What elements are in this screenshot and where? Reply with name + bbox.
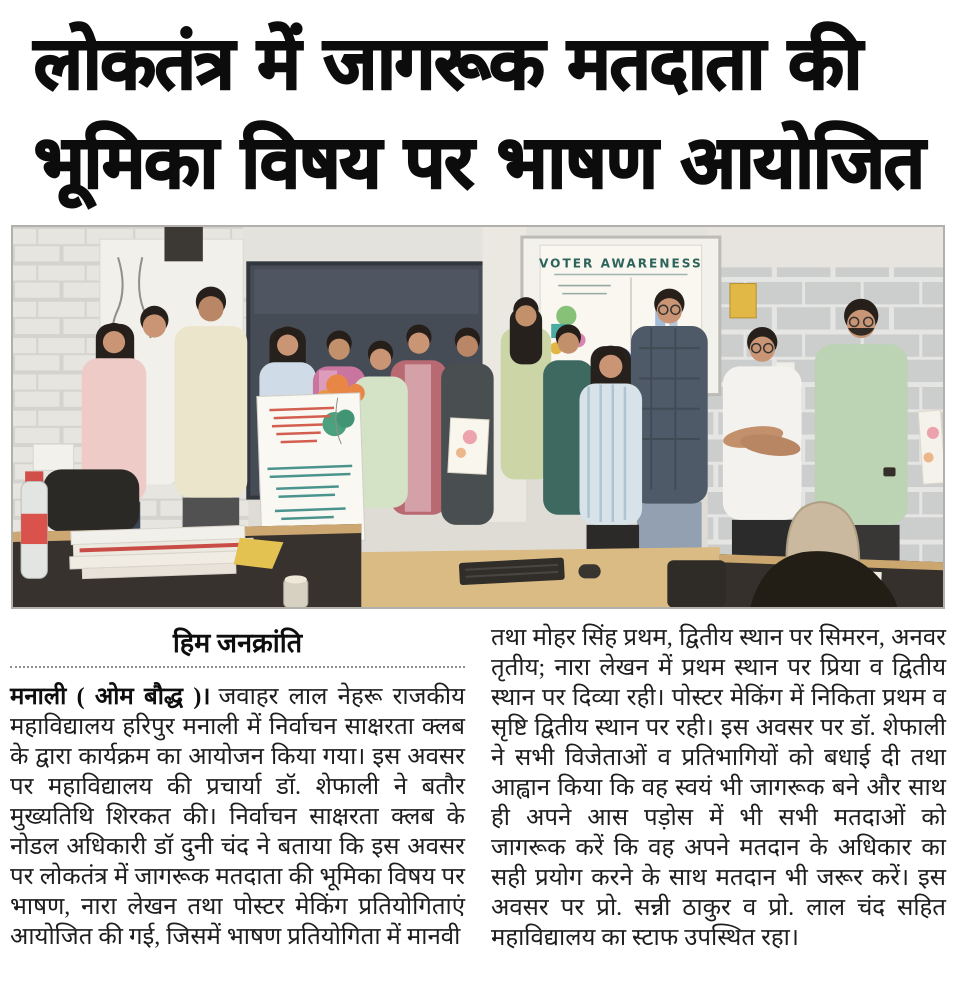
article-photo [11, 225, 945, 610]
headline-line-2: भूमिका विषय पर भाषण आयोजित [34, 120, 924, 205]
headline-line-1: लोकतंत्र में जागरूक मतदाता की [34, 21, 862, 105]
caption-divider [10, 666, 465, 668]
paragraph-left [10, 682, 465, 952]
column-right [491, 621, 946, 953]
paragraph-right [491, 623, 946, 953]
headline [34, 14, 930, 213]
newspaper-clipping [0, 14, 956, 984]
poster-title-text: VOTER AWARENESS [539, 256, 703, 271]
dateline: मनाली ( ओम बौद्ध )। [10, 684, 211, 711]
article-body [10, 621, 946, 953]
source-caption: हिम जनक्रांति [172, 628, 303, 659]
column-left [10, 621, 465, 953]
classroom-group-photo [13, 227, 943, 608]
paragraph-right-text: तथा मोहर सिंह प्रथम, द्वितीय स्थान पर सिमरन, अनवर तृतीय; नारा लेखन में प्रथम स्थान पर प्रिया व द्वितीय स्थान पर दिव्या रही। पोस्टर मेकिंग में निकिता प्रथम व सृष्टि द्वितीय स्थान पर रही। इस अवसर पर डॉ. शेफाली ने सभी विजेताओं व प्रतिभागियों को बधाई दी तथा आह्वान किया कि वह स्वयं भी जागरूक बने और साथ ही अपने आस पड़ोस में भी सभी मतदाओं को जागरूक करें कि वह अपने मतदान के अधिकार का सही प्रयोग करने के साथ मतदान भी जरूर करें। इस अवसर पर प्रो. सन्नी ठाकुर व प्रो. लाल चंद सहित महाविद्यालय का स्टाफ उपस्थित रहा। [491, 625, 946, 952]
paragraph-left-text: जवाहर लाल नेहरू राजकीय महाविद्यालय हरिपुर मनाली में निर्वाचन साक्षरता क्लब के द्वारा कार्यक्रम का आयोजन किया गया। इस अवसर पर महाविद्यालय की प्रचार्या डॉ. शेफाली ने बतौर मुख्यतिथि शिरकत की। निर्वाचन साक्षरता क्लब के नोडल अधिकारी डॉ दुनी चंद ने बताया कि इस अवसर पर लोकतंत्र में जागरूक मतदाता की भूमिका विषय पर भाषण, नारा लेखन तथा पोस्टर मेकिंग प्रतियोगिताएं आयोजित की गई, जिसमें भाषण प्रतियोगिता में मानवी [10, 684, 465, 951]
